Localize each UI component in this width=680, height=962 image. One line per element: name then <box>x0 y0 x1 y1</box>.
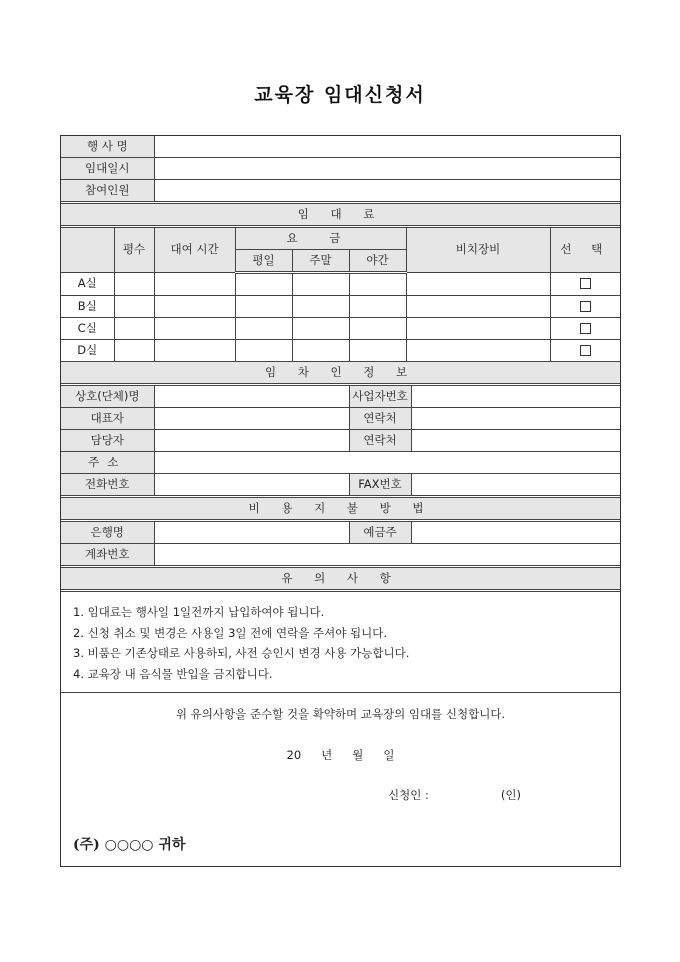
manager-label: 담당자 <box>61 430 154 452</box>
representative-label: 대표자 <box>61 408 154 430</box>
note-item: 2. 신청 취소 및 변경은 사용일 3일 전에 연락을 주셔야 됩니다. <box>73 625 388 640</box>
room-weekend-cell[interactable] <box>292 318 349 340</box>
room-b-checkbox[interactable] <box>580 301 591 312</box>
room-name: B실 <box>61 296 114 318</box>
room-select-cell <box>550 318 620 340</box>
document-title: 교육장 임대신청서 <box>254 84 426 106</box>
room-a-checkbox[interactable] <box>580 278 591 289</box>
account-number-label: 계좌번호 <box>61 544 154 567</box>
room-night-cell[interactable] <box>349 296 406 318</box>
room-header-blank <box>61 227 114 273</box>
representative-field[interactable] <box>154 408 349 430</box>
company-name-field[interactable] <box>154 385 349 408</box>
room-weekday-cell[interactable] <box>235 340 292 362</box>
applicant-seal: (인) <box>500 788 521 802</box>
rate-header: 요 금 <box>235 227 406 250</box>
weekend-header: 주말 <box>292 250 349 273</box>
note-item: 3. 비품은 기존상태로 사용하되, 사전 승인시 변경 사용 가능합니다. <box>73 646 410 660</box>
weekday-header: 평일 <box>235 250 292 273</box>
room-night-cell[interactable] <box>349 318 406 340</box>
notes-list <box>61 592 620 693</box>
date-line <box>61 747 620 763</box>
bank-name-label: 은행명 <box>61 521 154 544</box>
month-label: 월 <box>352 748 364 762</box>
room-select-cell <box>550 296 620 318</box>
room-area-cell[interactable] <box>114 296 154 318</box>
room-weekday-cell[interactable] <box>235 296 292 318</box>
phone-label: 전화번호 <box>61 474 154 497</box>
room-weekday-cell[interactable] <box>235 318 292 340</box>
room-equipment-cell[interactable] <box>406 340 550 362</box>
lessee-info-section-title: 임 차 인 정 보 <box>61 362 620 385</box>
manager-contact-field[interactable] <box>411 430 620 452</box>
day-label: 일 <box>383 748 395 762</box>
applicant-line <box>388 787 620 803</box>
rental-time-header: 대여 시간 <box>154 227 235 273</box>
account-holder-label: 예금주 <box>349 521 411 544</box>
room-name: A실 <box>61 273 114 296</box>
representative-contact-label: 연락처 <box>349 408 411 430</box>
addressee: (주) ○○○○ 귀하 <box>73 837 186 853</box>
business-number-field[interactable] <box>411 385 620 408</box>
rental-date-field[interactable] <box>154 158 620 180</box>
manager-contact-label: 연락처 <box>349 430 411 452</box>
account-number-field[interactable] <box>154 544 620 567</box>
representative-contact-field[interactable] <box>411 408 620 430</box>
declaration-text: 위 유의사항을 준수할 것을 확약하며 교육장의 임대를 신청합니다. <box>175 707 506 721</box>
bank-name-field[interactable] <box>154 521 349 544</box>
room-name: D실 <box>61 340 114 362</box>
application-table <box>61 136 620 592</box>
participants-field[interactable] <box>154 180 620 203</box>
rental-application-form <box>60 135 621 867</box>
phone-field[interactable] <box>154 474 349 497</box>
night-header: 야간 <box>349 250 406 273</box>
room-time-cell[interactable] <box>154 340 235 362</box>
room-time-cell[interactable] <box>154 318 235 340</box>
year-label: 년 <box>321 748 333 762</box>
area-header: 평수 <box>114 227 154 273</box>
account-holder-field[interactable] <box>411 521 620 544</box>
note-item: 1. 임대료는 행사일 1일전까지 납입하여야 됩니다. <box>73 605 325 619</box>
manager-field[interactable] <box>154 430 349 452</box>
rental-date-label: 임대일시 <box>61 158 154 180</box>
fax-label: FAX번호 <box>349 474 411 497</box>
room-select-cell <box>550 273 620 296</box>
rental-fee-section-title: 임 대 료 <box>61 203 620 227</box>
fax-field[interactable] <box>411 474 620 497</box>
room-d-checkbox[interactable] <box>580 345 591 356</box>
room-weekend-cell[interactable] <box>292 273 349 296</box>
room-night-cell[interactable] <box>349 273 406 296</box>
room-time-cell[interactable] <box>154 273 235 296</box>
event-name-field[interactable] <box>154 136 620 158</box>
business-number-label: 사업자번호 <box>349 385 411 408</box>
room-equipment-cell[interactable] <box>406 296 550 318</box>
room-weekend-cell[interactable] <box>292 296 349 318</box>
select-header: 선 택 <box>550 227 620 273</box>
equipment-header: 비치장비 <box>406 227 550 273</box>
applicant-label: 신청인 : <box>388 788 429 802</box>
room-c-checkbox[interactable] <box>580 323 591 334</box>
room-select-cell <box>550 340 620 362</box>
room-night-cell[interactable] <box>349 340 406 362</box>
room-area-cell[interactable] <box>114 340 154 362</box>
address-field[interactable] <box>154 452 620 474</box>
company-name-label: 상호(단체)명 <box>61 385 154 408</box>
notes-section-title: 유 의 사 항 <box>61 567 620 591</box>
payment-section-title: 비 용 지 불 방 법 <box>61 497 620 521</box>
room-name: C실 <box>61 318 114 340</box>
room-time-cell[interactable] <box>154 296 235 318</box>
event-name-label: 행 사 명 <box>61 136 154 158</box>
room-weekend-cell[interactable] <box>292 340 349 362</box>
room-equipment-cell[interactable] <box>406 318 550 340</box>
room-area-cell[interactable] <box>114 273 154 296</box>
address-label: 주소 <box>61 452 154 474</box>
room-equipment-cell[interactable] <box>406 273 550 296</box>
note-item: 4. 교육장 내 음식물 반입을 금지합니다. <box>73 666 273 681</box>
participants-label: 참여인원 <box>61 180 154 203</box>
room-area-cell[interactable] <box>114 318 154 340</box>
year-prefix: 20 <box>286 748 302 762</box>
room-weekday-cell[interactable] <box>235 273 292 296</box>
